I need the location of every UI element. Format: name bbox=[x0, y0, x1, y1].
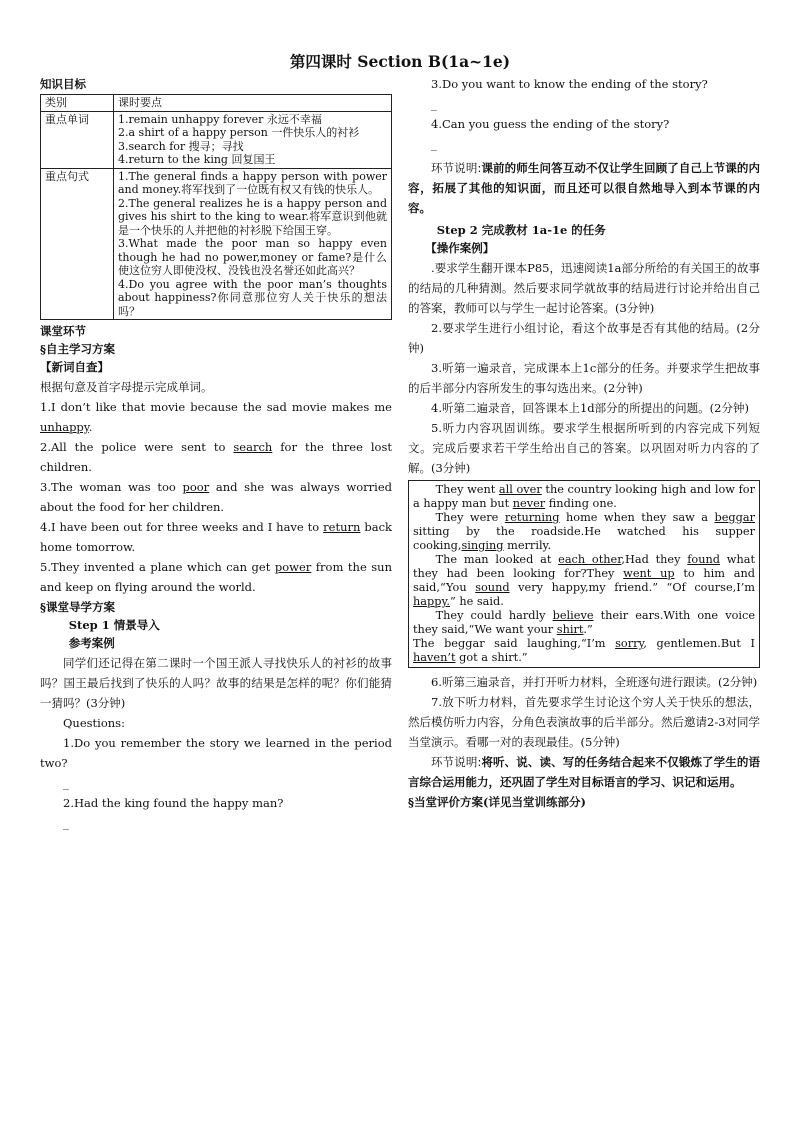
answer-word: unhappy bbox=[40, 420, 89, 434]
answer-blank: _ bbox=[63, 776, 69, 790]
table-row bbox=[41, 111, 392, 168]
question-1: 1.Do you remember the story we learned in the period two? bbox=[40, 736, 392, 770]
question-3: 3.Do you want to know the ending of the story? bbox=[431, 77, 708, 91]
passage-paragraph: They could hardly believe their ears.With one voice they said,“We want your shirt.” bbox=[413, 609, 756, 636]
cloze-passage-box bbox=[408, 480, 760, 668]
exercise-item: 1.I don’t like that movie because the sad movie makes me unhappy. bbox=[40, 400, 392, 434]
page-title: 第四课时 Section B(1a~1e) bbox=[289, 52, 511, 71]
answer-blank: _ bbox=[431, 137, 437, 151]
goals-table bbox=[40, 94, 392, 320]
class-steps-heading: 课堂环节 bbox=[40, 324, 86, 338]
answer-blank: _ bbox=[63, 816, 69, 830]
list-item: 4.Do you agree with the poor man’s thoughts about happiness?你同意那位穷人关于快乐的想法吗？ bbox=[118, 277, 387, 318]
section-note: 环节说明:课前的师生问答互动不仅让学生回顾了自己上节课的内容，拓展了其他的知识面，而且还可以很自然地导入到本节课的内容。 bbox=[408, 161, 761, 215]
left-column bbox=[40, 74, 392, 833]
answer-word: power bbox=[274, 560, 312, 574]
table-header-row bbox=[41, 95, 392, 112]
list-item: 3.What made the poor man so happy even though he had no power,money or fame?是什么使这位穷人即使没权、没钱也没名誉还如此高兴？ bbox=[118, 237, 387, 277]
question-2: 2.Had the king found the happy man? bbox=[63, 796, 284, 810]
list-item: 1.remain unhappy forever 永远不幸福 bbox=[118, 112, 322, 126]
passage-paragraph: They were returning home when they saw a beggar sitting by the roadside.He watched his supper cooking,singing merrily. bbox=[413, 511, 755, 552]
task-item: 2.要求学生进行小组讨论，看这个故事是否有其他的结局。(2分钟) bbox=[408, 321, 760, 355]
evaluation-heading: §当堂评价方案(详见当堂训练部分) bbox=[408, 795, 586, 809]
table-cell-category: 重点句式 bbox=[41, 168, 114, 320]
self-study-heading: §自主学习方案 bbox=[40, 342, 116, 356]
table-cell-category: 重点单词 bbox=[41, 111, 114, 168]
reference-case-heading: 参考案例 bbox=[68, 636, 115, 650]
list-item: 2.The general realizes he is a happy person and gives his shirt to the king to wear.将军意识到他就是一个快乐的人并把他的衬衫脱下给国王穿。 bbox=[118, 196, 387, 237]
answer-word: return bbox=[323, 520, 361, 534]
step1-heading: Step 1 情景导入 bbox=[68, 618, 160, 632]
questions-label: Questions: bbox=[63, 716, 125, 730]
goals-heading: 知识目标 bbox=[40, 77, 86, 91]
guide-heading: §课堂导学方案 bbox=[40, 600, 116, 614]
exercise-item: 2.All the police were sent to search for the three lost children. bbox=[40, 440, 392, 474]
passage-paragraph: The beggar said laughing,“I’m sorry, gentlemen.But I haven’t got a shirt.” bbox=[413, 637, 755, 664]
table-header-cell: 课时要点 bbox=[114, 95, 392, 112]
list-item: 1.The general finds a happy person with power and money.将军找到了一位既有权又有钱的快乐人。 bbox=[118, 169, 387, 196]
answer-word: poor bbox=[182, 480, 210, 494]
task-item: .要求学生翻开课本P85，迅速阅读1a部分所给的有关国王的故事的结局的几种猜测。然后要求同学就故事的结局进行讨论并给出自己的答案，教师可以与学生一起讨论答案。(3分钟) bbox=[408, 261, 760, 315]
task-item: 4.听第二遍录音，回答课本上1d部分的所提出的问题。(2分钟) bbox=[431, 401, 749, 415]
list-item: 4.return to the king 回复国王 bbox=[118, 153, 276, 166]
table-cell-items bbox=[114, 168, 392, 320]
passage-paragraph: The man looked at each other,Had they found what they had been looking for?They went up to him and said,“You sound very happy,my friend.” “Of course,I’m happy.” he said. bbox=[413, 553, 756, 608]
section-note: 环节说明:将听、说、读、写的任务结合起来不仅锻炼了学生的语言综合运用能力，还巩固了学生对目标语言的学习、识记和运用。 bbox=[408, 755, 761, 789]
exercise-item: 5.They invented a plane which can get power from the sun and keep on flying around the world. bbox=[40, 560, 392, 594]
task-item: 5.听力内容巩固训练。要求学生根据所听到的内容完成下列短文。完成后要求若干学生给出自己的答案。以巩固对听力内容的了解。(3分钟) bbox=[408, 421, 760, 475]
answer-word: search bbox=[233, 440, 273, 454]
task-item: 7.放下听力材料，首先要求学生讨论这个穷人关于快乐的想法，然后模仿听力内容，分角色表演故事的后半部分。然后邀请2-3对同学当堂演示。看哪一对的表现最佳。(5分钟) bbox=[408, 695, 761, 749]
right-column bbox=[408, 74, 760, 812]
passage-paragraph: They went all over the country looking high and low for a happy man but never finding one. bbox=[413, 483, 755, 510]
answer-blank: _ bbox=[431, 97, 437, 111]
exercise-item: 3.The woman was too poor and she was always worried about the food for her children. bbox=[40, 480, 393, 514]
table-row bbox=[41, 168, 392, 320]
table-header-cell: 类别 bbox=[41, 95, 114, 112]
step2-heading: Step 2 完成教材 1a-1e 的任务 bbox=[436, 223, 606, 237]
task-item: 3.听第一遍录音，完成课本上1c部分的任务。并要求学生把故事的后半部分内容所发生的事勾选出来。(2分钟) bbox=[408, 361, 760, 395]
list-item: 3.search for 搜寻；寻找 bbox=[118, 139, 244, 153]
instruction-text: 根据句意及首字母提示完成单词。 bbox=[40, 380, 213, 394]
new-words-heading: 【新词自查】 bbox=[40, 360, 109, 374]
table-cell-items bbox=[114, 111, 392, 168]
operation-case-heading: 【操作案例】 bbox=[425, 241, 495, 255]
list-item: 2.a shirt of a happy person 一件快乐人的衬衫 bbox=[118, 126, 360, 139]
exercise-item: 4.I have been out for three weeks and I have to return back home tomorrow. bbox=[40, 520, 392, 554]
step1-text: 同学们还记得在第二课时一个国王派人寻找快乐人的衬衫的故事吗？国王最后找到了快乐的人吗？故事的结果是怎样的呢？你们能猜一猜吗？(3分钟) bbox=[40, 656, 392, 710]
question-4: 4.Can you guess the ending of the story? bbox=[431, 117, 670, 131]
task-item: 6.听第三遍录音，并打开听力材料，全班逐句进行跟读。(2分钟) bbox=[431, 675, 758, 689]
